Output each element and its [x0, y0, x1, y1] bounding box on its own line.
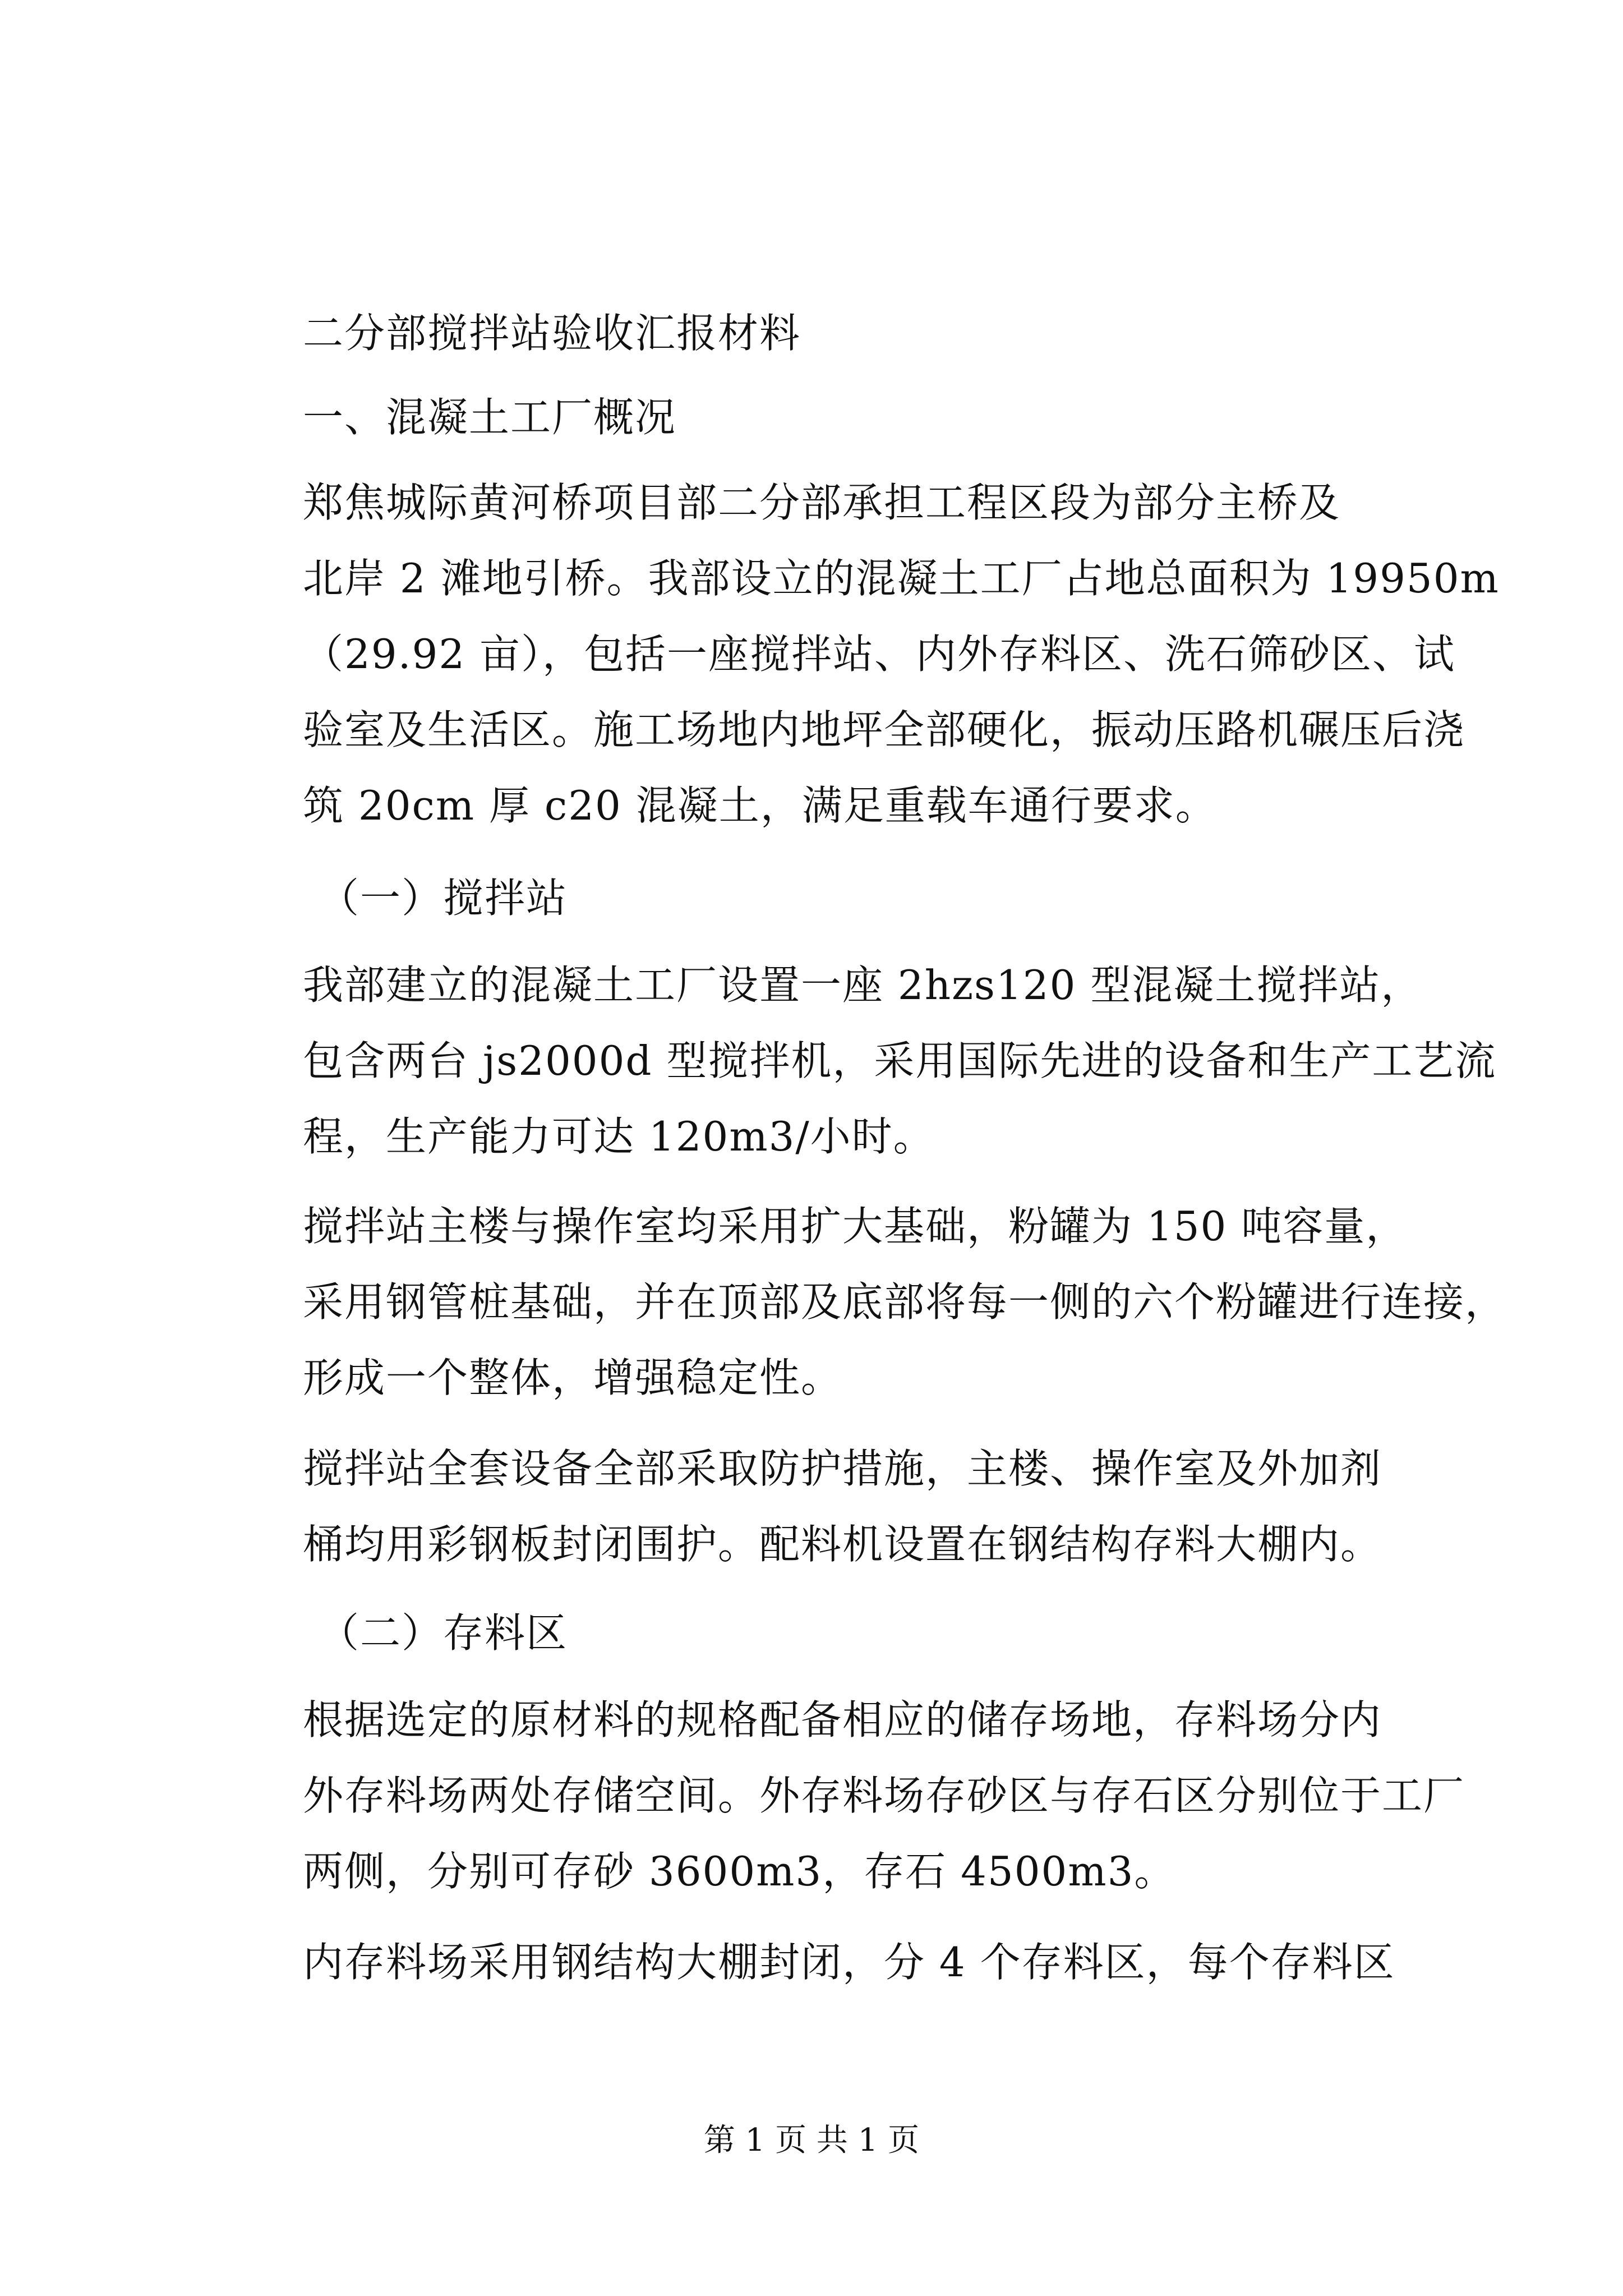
- paragraph-3-line-1: 搅拌站主楼与操作室均采用扩大基础，粉罐为 150 吨容量，: [303, 1203, 1408, 1250]
- paragraph-1-line-2: 北岸 2 滩地引桥。我部设立的混凝土工厂占地总面积为 19950m: [303, 555, 1500, 602]
- paragraph-4-line-2: 桶均用彩钢板封闭围护。配料机设置在钢结构存料大棚内。: [303, 1521, 1382, 1568]
- paragraph-4-line-1: 搅拌站全套设备全部采取防护措施，主楼、操作室及外加剂: [303, 1445, 1382, 1492]
- paragraph-1-line-5: 筑 20cm 厚 c20 混凝土，满足重载车通行要求。: [303, 782, 1217, 829]
- paragraph-6-line-1: 内存料场采用钢结构大棚封闭，分 4 个存料区，每个存料区: [303, 1939, 1395, 1986]
- paragraph-3-line-3: 形成一个整体，增强稳定性。: [303, 1354, 843, 1401]
- paragraph-5-line-1: 根据选定的原材料的规格配备相应的储存场地，存料场分内: [303, 1696, 1382, 1743]
- paragraph-3-line-2: 采用钢管桩基础，并在顶部及底部将每一侧的六个粉罐进行连接，: [303, 1278, 1507, 1326]
- paragraph-2-line-2: 包含两台 js2000d 型搅拌机，采用国际先进的设备和生产工艺流: [303, 1037, 1497, 1084]
- paragraph-5-line-2: 外存料场两处存储空间。外存料场存砂区与存石区分别位于工厂: [303, 1772, 1465, 1819]
- paragraph-5-line-3: 两侧，分别可存砂 3600m3，存石 4500m3。: [303, 1848, 1176, 1895]
- paragraph-2-line-1: 我部建立的混凝土工厂设置一座 2hzs120 型混凝土搅拌站，: [303, 961, 1423, 1009]
- paragraph-2-line-3: 程，生产能力可达 120m3/小时。: [303, 1113, 935, 1160]
- section-heading-1: 一、混凝土工厂概况: [303, 394, 677, 441]
- document-title: 二分部搅拌站验收汇报材料: [303, 310, 801, 357]
- paragraph-1-line-4: 验室及生活区。施工场地内地坪全部硬化，振动压路机碾压后浇: [303, 706, 1465, 753]
- paragraph-1-line-3: （29.92 亩），包括一座搅拌站、内外存料区、洗石筛砂区、试: [303, 631, 1456, 678]
- paragraph-1-line-1: 郑焦城际黄河桥项目部二分部承担工程区段为部分主桥及: [303, 479, 1341, 526]
- subsection-heading-2: （二）存料区: [319, 1609, 568, 1657]
- subsection-heading-1: （一）搅拌站: [319, 875, 568, 922]
- page-footer: 第 1 页 共 1 页: [703, 2122, 920, 2159]
